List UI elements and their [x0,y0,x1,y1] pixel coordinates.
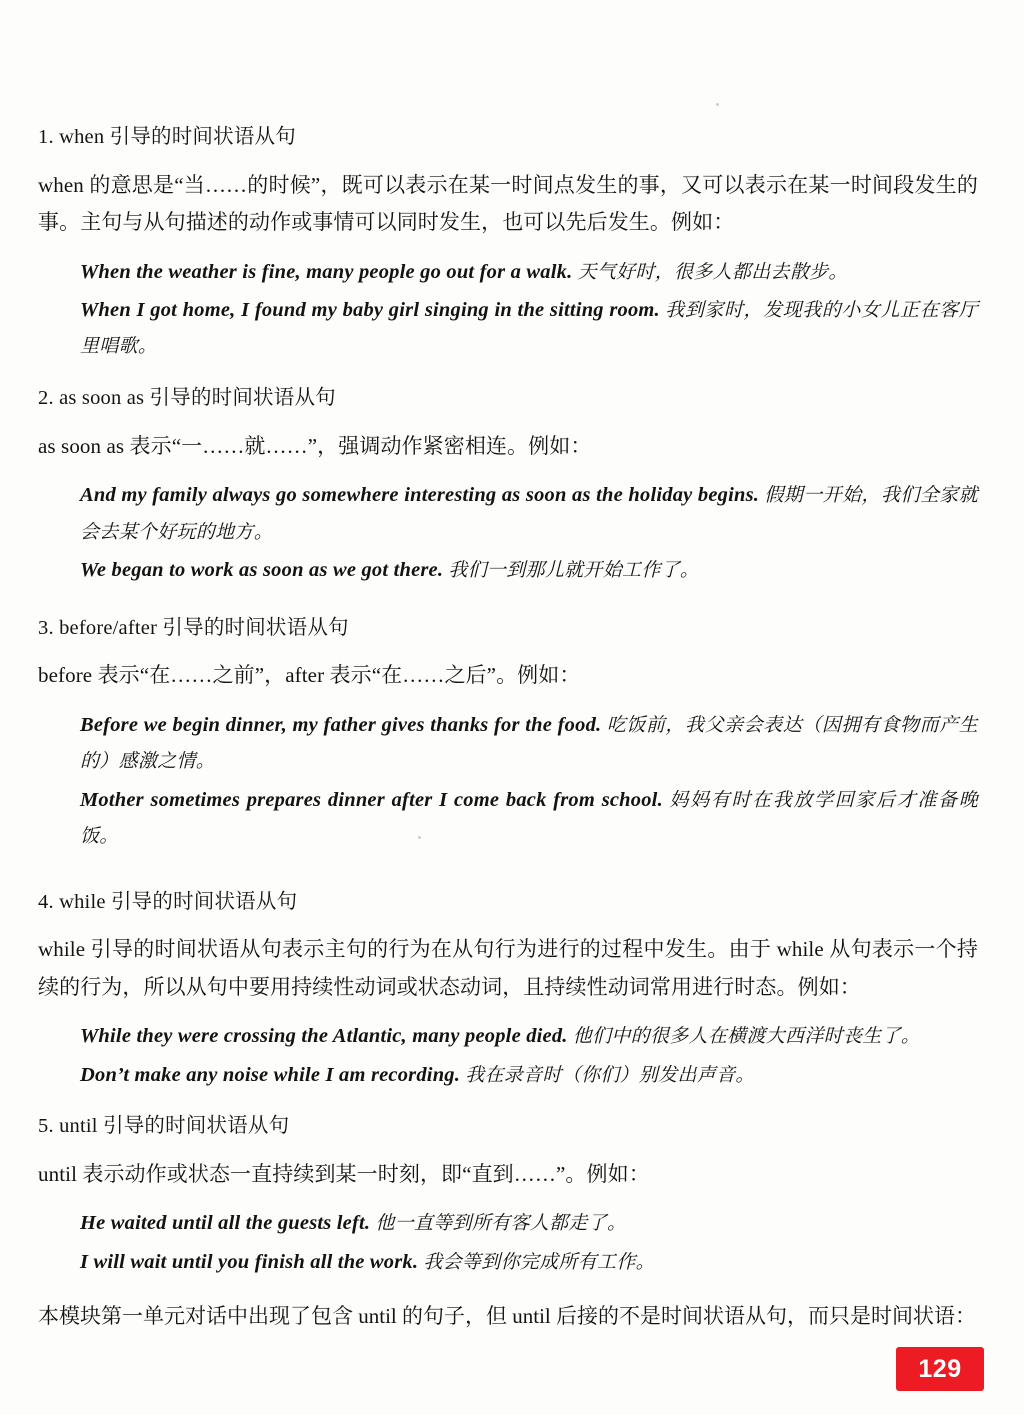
example-chinese: 吃饭前，我父亲会表达（因拥有食物而产生的）感激之情。 [80,713,979,773]
example-item [80,707,978,780]
example-item [80,477,978,550]
example-list [38,1018,978,1093]
example-english: And my family always go somewhere interesting as soon as the holiday begins. [80,484,760,507]
example-list [38,707,978,855]
section-heading: 2. as soon as 引导的时间状语从句 [38,386,336,409]
example-english: Before we begin dinner, my father gives thanks for the food. [80,713,602,736]
example-chinese: 他们中的很多人在横渡大西洋时丧生了。 [572,1025,921,1048]
example-item [80,292,978,365]
example-item [80,552,978,588]
example-english: While they were crossing the Atlantic, many people died. [80,1025,568,1048]
example-chinese: 天气好时，很多人都出去散步。 [577,260,848,283]
example-item [80,254,978,290]
example-english: We began to work as soon as we got there. [80,559,444,582]
example-list [38,1205,978,1280]
example-list [38,254,978,365]
example-english: When the weather is fine, many people go out for a walk. [80,260,573,283]
section-while [38,887,978,1093]
page-number-badge [896,1347,984,1391]
example-item [80,782,978,855]
example-chinese: 假期一开始，我们全家就会去某个好玩的地方。 [80,484,979,543]
example-item [80,1205,978,1241]
example-english: Don’t make any noise while I am recording. [80,1063,461,1086]
section-when [38,122,978,365]
section-explanation: when 的意思是“当……的时候”，既可以表示在某一时间点发生的事，又可以表示在某一时间段发生的事。主句与从句描述的动作或事情可以同时发生，也可以先后发生。例如： [38,172,978,235]
example-chinese: 我们一到那儿就开始工作了。 [448,559,700,582]
example-english: I will wait until you finish all the work. [80,1250,419,1273]
example-english: He waited until all the guests left. [80,1212,371,1235]
example-chinese: 妈妈有时在我放学回家后才准备晚饭。 [80,788,978,848]
example-chinese: 我在录音时（你们）别发出声音。 [465,1063,755,1086]
section-explanation: before 表示“在……之前”，after 表示“在……之后”。例如： [38,663,581,688]
example-chinese: 我到家时，发现我的小女儿正在客厅里唱歌。 [80,298,978,358]
section-explanation: as soon as 表示“一……就……”，强调动作紧密相连。例如： [38,433,592,458]
example-item [80,1018,978,1054]
example-list [38,477,978,588]
example-item [80,1244,978,1280]
section-heading: 1. when 引导的时间状语从句 [38,126,296,148]
section-until [38,1111,978,1280]
example-english: When I got home, I found my baby girl singing in the sitting room. [80,298,660,321]
section-as-soon-as [38,383,978,589]
section-explanation: while 引导的时间状语从句表示主句的行为在从句行为进行的过程中发生。由于 while 从句表示一个持续的行为，所以从句中要用持续性动词或状态动词，且持续性动词常用进行时态。例如： [38,937,978,999]
example-chinese: 他一直等到所有客人都走了。 [375,1212,627,1235]
paper-speck [716,103,719,106]
section-explanation: until 表示动作或状态一直持续到某一时刻，即“直到……”。例如： [38,1161,650,1186]
section-heading: 4. while 引导的时间状语从句 [38,890,298,913]
example-item [80,1057,978,1093]
section-heading: 5. until 引导的时间状语从句 [38,1115,290,1138]
closing-note: 本模块第一单元对话中出现了包含 until 的句子，但 until 后接的不是时间状语从句，而只是时间状语： [38,1304,977,1329]
example-chinese: 我会等到你完成所有工作。 [423,1250,655,1273]
page-content [38,122,978,1336]
section-heading: 3. before/after 引导的时间状语从句 [38,616,349,639]
example-english: Mother sometimes prepares dinner after I come back from school. [80,788,663,811]
page-number: 129 [918,1354,962,1383]
section-before-after [38,613,978,855]
